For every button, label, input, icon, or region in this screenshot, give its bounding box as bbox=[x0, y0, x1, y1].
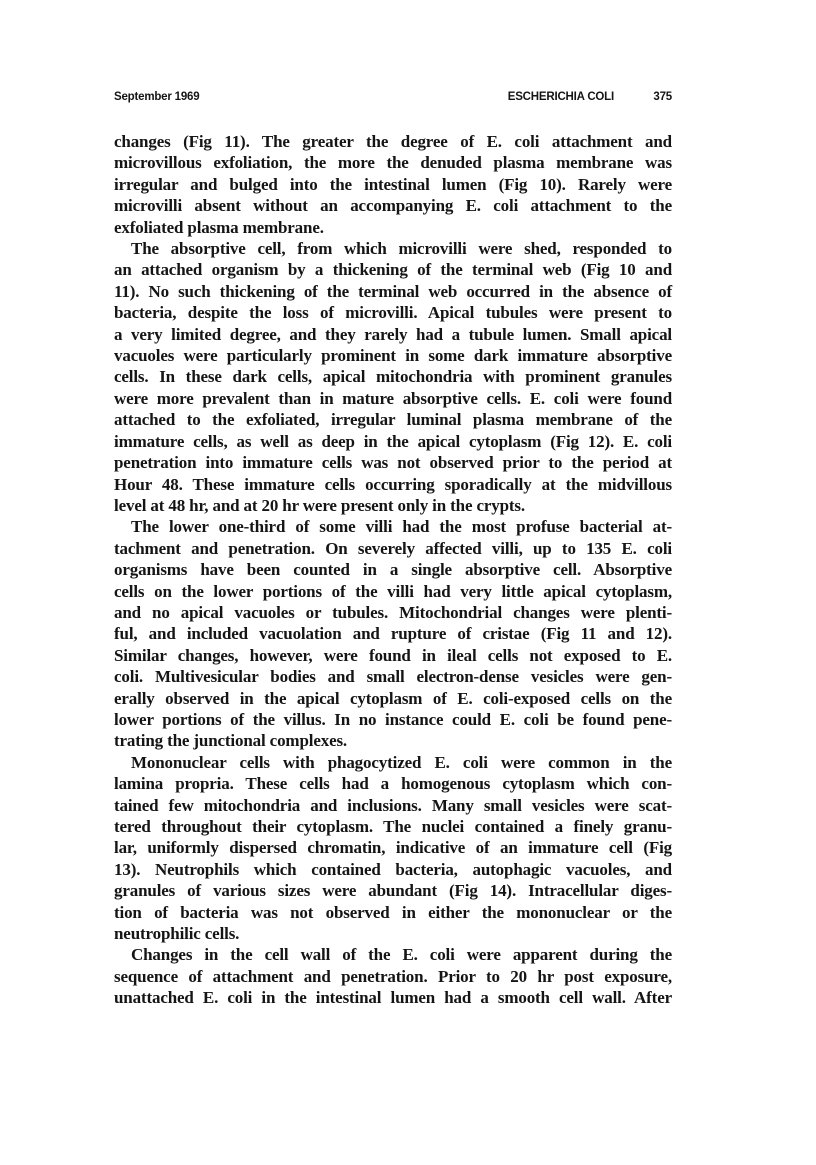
text-line: sequence of attachment and penetration. Prior to 20 hr post exposure, bbox=[114, 966, 672, 986]
text-line: penetration into immature cells was not observed prior to the period at bbox=[114, 453, 672, 473]
paragraph bbox=[114, 752, 672, 945]
text-line: microvilli absent without an accompanying E. coli attachment to the bbox=[114, 196, 672, 216]
text-line: and no apical vacuoles or tubules. Mitochondrial changes were plenti- bbox=[114, 602, 672, 622]
text-line: ful, and included vacuolation and rupture of cristae (Fig 11 and 12). bbox=[114, 624, 672, 644]
header-date: September 1969 bbox=[114, 91, 200, 103]
text-line: lamina propria. These cells had a homogenous cytoplasm which con- bbox=[114, 774, 672, 794]
paragraph bbox=[114, 516, 672, 751]
text-line: microvillous exfoliation, the more the denuded plasma membrane was bbox=[114, 153, 672, 173]
text-line: 11). No such thickening of the terminal web occurred in the absence of bbox=[114, 281, 672, 301]
paragraph bbox=[114, 238, 672, 516]
text-line: lar, uniformly dispersed chromatin, indicative of an immature cell (Fig bbox=[114, 838, 672, 858]
text-line: tered throughout their cytoplasm. The nuclei contained a finely granu- bbox=[114, 817, 672, 836]
text-line: irregular and bulged into the intestinal lumen (Fig 10). Rarely were bbox=[114, 174, 672, 194]
text-line: 13). Neutrophils which contained bacteria, autophagic vacuoles, and bbox=[114, 859, 672, 879]
text-line: Changes in the cell wall of the E. coli were apparent during the bbox=[131, 945, 672, 965]
paragraph bbox=[114, 131, 672, 238]
text-line: trating the junctional complexes. bbox=[114, 731, 348, 751]
text-line: granules of various sizes were abundant (Fig 14). Intracellular diges- bbox=[114, 881, 672, 901]
text-line: Hour 48. These immature cells occurring sporadically at the midvillous bbox=[114, 474, 672, 494]
article-body bbox=[114, 131, 672, 1009]
text-line: erally observed in the apical cytoplasm of E. coli-exposed cells on the bbox=[114, 688, 672, 708]
header-journal-title: ESCHERICHIA COLI bbox=[507, 91, 614, 103]
text-line: Mononuclear cells with phagocytized E. coli were common in the bbox=[131, 752, 672, 772]
text-line: The lower one-third of some villi had the most profuse bacterial at- bbox=[131, 517, 672, 537]
text-line: tachment and penetration. On severely affected villi, up to 135 E. coli bbox=[114, 538, 672, 558]
text-line: vacuoles were particularly prominent in some dark immature absorptive bbox=[114, 346, 672, 366]
text-line: immature cells, as well as deep in the apical cytoplasm (Fig 12). E. coli bbox=[114, 431, 672, 451]
text-line: a very limited degree, and they rarely had a tubule lumen. Small apical bbox=[114, 324, 672, 344]
text-line: tion of bacteria was not observed in either the mononuclear or the bbox=[114, 902, 672, 922]
text-line: attached to the exfoliated, irregular luminal plasma membrane of the bbox=[114, 410, 672, 430]
text-line: changes (Fig 11). The greater the degree of E. coli attachment and bbox=[114, 132, 672, 151]
text-line: coli. Multivesicular bodies and small electron-dense vesicles were gen- bbox=[114, 667, 672, 687]
text-line: tained few mitochondria and inclusions. Many small vesicles were scat- bbox=[114, 795, 672, 815]
text-line: The absorptive cell, from which microvilli were shed, responded to bbox=[131, 239, 672, 259]
text-line: bacteria, despite the loss of microvilli. Apical tubules were present to bbox=[114, 303, 672, 323]
text-line: cells on the lower portions of the villi had very little apical cytoplasm, bbox=[114, 581, 672, 601]
text-line: cells. In these dark cells, apical mitochondria with prominent granules bbox=[114, 367, 672, 387]
text-line: Similar changes, however, were found in ileal cells not exposed to E. bbox=[114, 645, 672, 665]
text-line: level at 48 hr, and at 20 hr were present only in the crypts. bbox=[114, 495, 525, 515]
text-line: an attached organism by a thickening of the terminal web (Fig 10 and bbox=[114, 260, 672, 280]
running-head bbox=[114, 91, 672, 109]
text-line: organisms have been counted in a single absorptive cell. Absorptive bbox=[114, 560, 672, 580]
text-line: lower portions of the villus. In no instance could E. coli be found pene- bbox=[114, 709, 672, 729]
paragraph bbox=[114, 944, 672, 1008]
text-line: unattached E. coli in the intestinal lumen had a smooth cell wall. After bbox=[114, 988, 672, 1008]
text-line: were more prevalent than in mature absorptive cells. E. coli were found bbox=[114, 388, 672, 408]
text-line: exfoliated plasma membrane. bbox=[114, 217, 324, 237]
text-line: neutrophilic cells. bbox=[114, 924, 240, 944]
header-page-number: 375 bbox=[653, 91, 672, 103]
